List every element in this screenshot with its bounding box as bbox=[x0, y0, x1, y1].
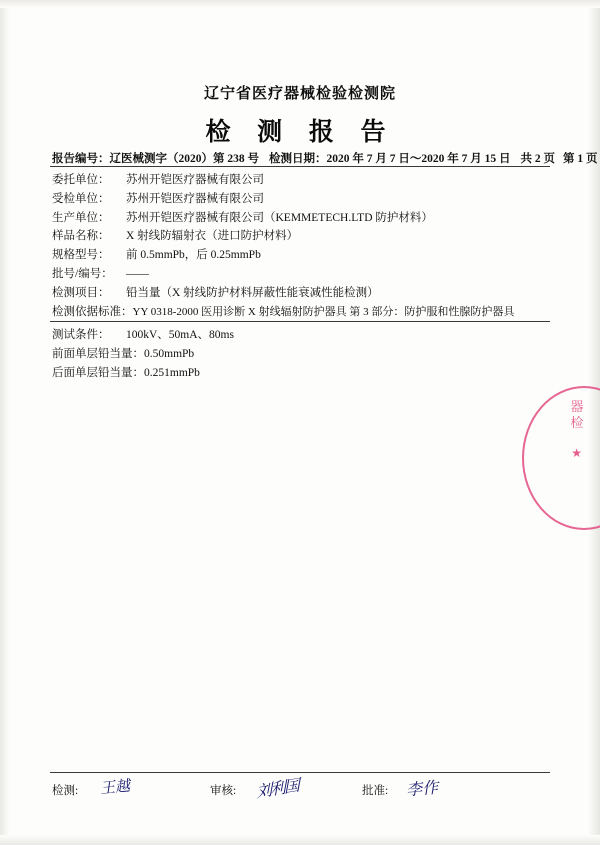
divider-middle bbox=[50, 321, 550, 322]
info-row bbox=[52, 265, 552, 284]
signature-mark: 王越 bbox=[99, 776, 131, 798]
info-row bbox=[52, 209, 552, 228]
signature-mark: 李作 bbox=[405, 777, 439, 800]
condition-label: 测试条件： bbox=[52, 329, 110, 341]
info-value: 铅当量（X 射线防护材料屏蔽性能衰减性能检测） bbox=[126, 286, 379, 299]
info-label: 受检单位： bbox=[52, 192, 110, 205]
report-title: 检 测 报 告 bbox=[205, 117, 395, 146]
signature-row bbox=[52, 775, 552, 820]
info-row bbox=[52, 171, 552, 190]
info-row bbox=[52, 227, 552, 246]
info-value: —— bbox=[126, 267, 149, 280]
seal-star-icon: ★ bbox=[571, 446, 582, 460]
info-label: 委托单位： bbox=[52, 174, 110, 186]
info-value: 苏州开铠医疗器械有限公司 bbox=[126, 192, 264, 205]
info-value: YY 0318-2000 医用诊断 X 射线辐射防护器具 第 3 部分：防护服和性腺防护器具 bbox=[132, 305, 515, 318]
signature-label: 检测: bbox=[52, 785, 79, 797]
paper-edge-top bbox=[0, 0, 600, 8]
signature-approver bbox=[362, 777, 439, 800]
test-date bbox=[269, 150, 511, 166]
info-value: X 射线防辐射衣（进口防护材料） bbox=[126, 230, 299, 243]
report-number-label: 报告编号： bbox=[52, 153, 110, 165]
signature-tester bbox=[52, 776, 131, 798]
info-block bbox=[52, 171, 552, 321]
conditions-block bbox=[52, 326, 552, 383]
condition-value: 0.251mmPb bbox=[144, 367, 200, 379]
test-date-label: 检测日期： bbox=[269, 153, 327, 165]
info-row bbox=[52, 303, 552, 322]
divider-signature bbox=[50, 772, 550, 773]
seal-text: 器 检 bbox=[570, 400, 584, 431]
info-label: 检测项目： bbox=[52, 286, 110, 299]
page-current: 第 1 页 bbox=[563, 153, 598, 165]
signature-label: 批准: bbox=[362, 785, 389, 797]
condition-value: 0.50mmPb bbox=[144, 348, 195, 360]
info-value: 前 0.5mmPb，后 0.25mmPb bbox=[126, 249, 261, 262]
info-row bbox=[52, 190, 552, 209]
condition-label: 后面单层铅当量： bbox=[52, 367, 144, 379]
info-label: 样品名称： bbox=[52, 230, 110, 243]
header-meta-row bbox=[52, 150, 598, 166]
institution-name: 辽宁省医疗器械检验检测院 bbox=[203, 84, 396, 102]
pages-total: 共 2 页 bbox=[520, 153, 555, 165]
paper-edge-bottom bbox=[0, 835, 600, 845]
condition-row bbox=[52, 326, 552, 345]
info-label: 规格型号： bbox=[52, 249, 110, 262]
info-label: 批号/编号： bbox=[52, 267, 113, 280]
info-value: 苏州开铠医疗器械有限公司（KEMMETECH.LTD 防护材料） bbox=[126, 211, 433, 224]
info-row bbox=[52, 246, 552, 265]
condition-row bbox=[52, 364, 552, 383]
signature-label: 审核: bbox=[210, 785, 237, 797]
test-date-value: 2020 年 7 月 7 日～2020 年 7 月 15 日 bbox=[326, 153, 511, 165]
info-label: 生产单位： bbox=[52, 211, 110, 224]
divider-top bbox=[50, 166, 550, 167]
report-number bbox=[52, 150, 259, 166]
signature-reviewer bbox=[210, 775, 299, 802]
report-number-value: 辽医械测字（2020）第 238 号 bbox=[109, 153, 259, 165]
condition-value: 100kV、50mA、80ms bbox=[126, 329, 234, 341]
condition-row bbox=[52, 345, 552, 364]
info-label: 检测依据标准： bbox=[52, 305, 133, 318]
info-row bbox=[52, 284, 552, 303]
condition-label: 前面单层铅当量： bbox=[52, 348, 144, 360]
signature-mark: 刘利国 bbox=[255, 775, 299, 802]
info-value: 苏州开铠医疗器械有限公司 bbox=[126, 174, 264, 186]
